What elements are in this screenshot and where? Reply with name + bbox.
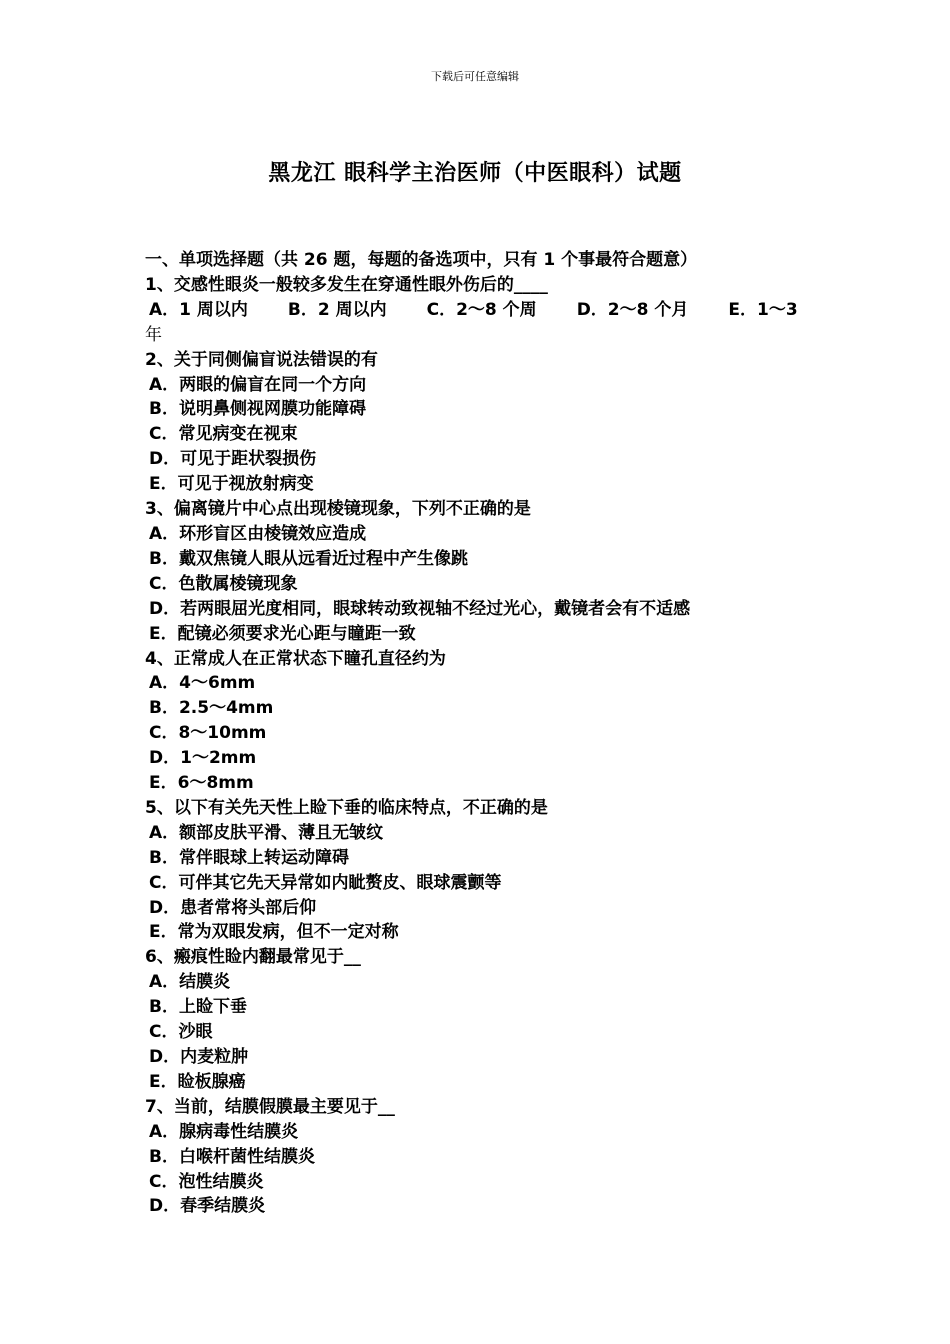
- option: A．1 周以内: [149, 299, 248, 320]
- option: A．腺病毒性结膜炎: [149, 1121, 299, 1142]
- option: C．沙眼: [149, 1022, 213, 1043]
- option: C．常见病变在视束: [149, 424, 298, 445]
- option: C．可伴其它先天异常如内眦赘皮、眼球震颤等: [149, 872, 502, 893]
- question-stem: 1、交感性眼炎一般较多发生在穿通性眼外伤后的____: [145, 274, 548, 295]
- option: A．4～6mm: [149, 673, 256, 694]
- question-stem: 7、当前，结膜假膜最主要见于__: [145, 1096, 395, 1117]
- option: A．环形盲区由棱镜效应造成: [149, 523, 367, 544]
- question-stem: 4、正常成人在正常状态下瞳孔直径约为: [145, 648, 446, 669]
- question-stem: 5、以下有关先天性上睑下垂的临床特点，不正确的是: [145, 797, 548, 818]
- option: B．2.5～4mm: [149, 698, 274, 719]
- option: D．可见于距状裂损伤: [149, 449, 317, 470]
- question-stem: 2、关于同侧偏盲说法错误的有: [145, 349, 378, 370]
- option: E．常为双眼发病，但不一定对称: [149, 922, 399, 943]
- option: C．8～10mm: [149, 723, 267, 744]
- option: E．睑板腺癌: [149, 1071, 246, 1092]
- option: B．说明鼻侧视网膜功能障碍: [149, 399, 366, 420]
- header-note: 下载后可任意编辑: [431, 70, 519, 83]
- document-body: [145, 248, 810, 1219]
- option: B．白喉杆菌性结膜炎: [149, 1146, 315, 1167]
- option: D．春季结膜炎: [149, 1196, 266, 1217]
- option: C．2～8 个周: [426, 299, 537, 320]
- option: E．配镜必须要求光心距与瞳距一致: [149, 623, 416, 644]
- question-stem: 3、偏离镜片中心点出现棱镜现象，下列不正确的是: [145, 499, 531, 520]
- option-wrap-text: 年: [145, 324, 162, 345]
- option: A．两眼的偏盲在同一个方向: [149, 374, 367, 395]
- option: D．2～8 个月: [576, 299, 689, 320]
- option: E．可见于视放射病变: [149, 474, 314, 495]
- option: E．1～3: [728, 299, 798, 320]
- option: B．2 周以内: [287, 299, 387, 320]
- option: C．泡性结膜炎: [149, 1171, 264, 1192]
- option: B．常伴眼球上转运动障碍: [149, 847, 349, 868]
- document-title: 黑龙江 眼科学主治医师（中医眼科）试题: [268, 161, 682, 186]
- option: A．额部皮肤平滑、薄且无皱纹: [149, 822, 384, 843]
- option: D．患者常将头部后仰: [149, 897, 317, 918]
- option: D．1～2mm: [149, 748, 257, 769]
- option: B．戴双焦镜人眼从远看近过程中产生像跳: [149, 548, 468, 569]
- option: D．内麦粒肿: [149, 1047, 249, 1067]
- option: D．若两眼屈光度相同，眼球转动致视轴不经过光心，戴镜者会有不适感: [149, 598, 691, 619]
- option: B．上睑下垂: [149, 997, 247, 1018]
- option: C．色散属棱镜现象: [149, 573, 298, 594]
- question-stem: 6、瘢痕性睑内翻最常见于__: [145, 947, 361, 968]
- section-heading: 一、单项选择题（共 26 题，每题的备选项中，只有 1 个事最符合题意）: [145, 250, 698, 270]
- question-options-inline: [145, 298, 810, 323]
- option: E．6～8mm: [149, 773, 254, 794]
- option: A．结膜炎: [149, 972, 231, 993]
